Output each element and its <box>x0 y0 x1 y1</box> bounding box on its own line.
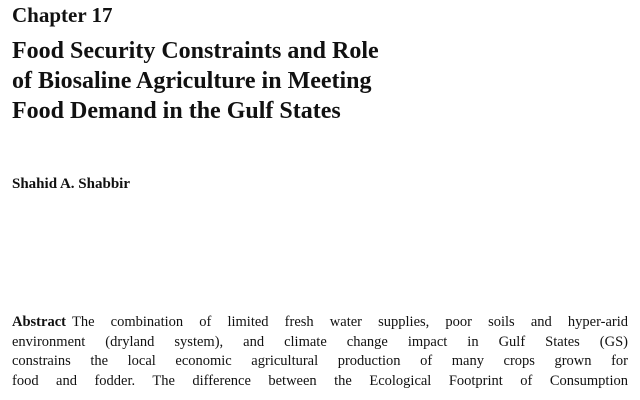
abstract-line-1 <box>12 313 628 333</box>
abstract-label: Abstract <box>12 314 66 330</box>
chapter-title-line-1: Food Security Constraints and Role <box>12 38 379 64</box>
author-name: Shahid A. Shabbir <box>12 176 130 192</box>
abstract-line-2: environment (dryland system), and climate change impact in Gulf States (GS) <box>12 333 628 350</box>
chapter-title-line-2: of Biosaline Agriculture in Meeting <box>12 68 372 94</box>
abstract <box>12 313 628 391</box>
abstract-line-4: food and fodder. The difference between the Ecological Footprint of Consumption <box>12 372 628 389</box>
chapter-title <box>12 36 379 126</box>
abstract-line-1-text: The combination of limited fresh water supplies, poor soils and hyper-arid <box>71 314 628 330</box>
chapter-title-line-3: Food Demand in the Gulf States <box>12 98 341 124</box>
abstract-line-3: constrains the local economic agricultural production of many crops grown for <box>12 353 628 369</box>
chapter-number: Chapter 17 <box>12 3 113 27</box>
